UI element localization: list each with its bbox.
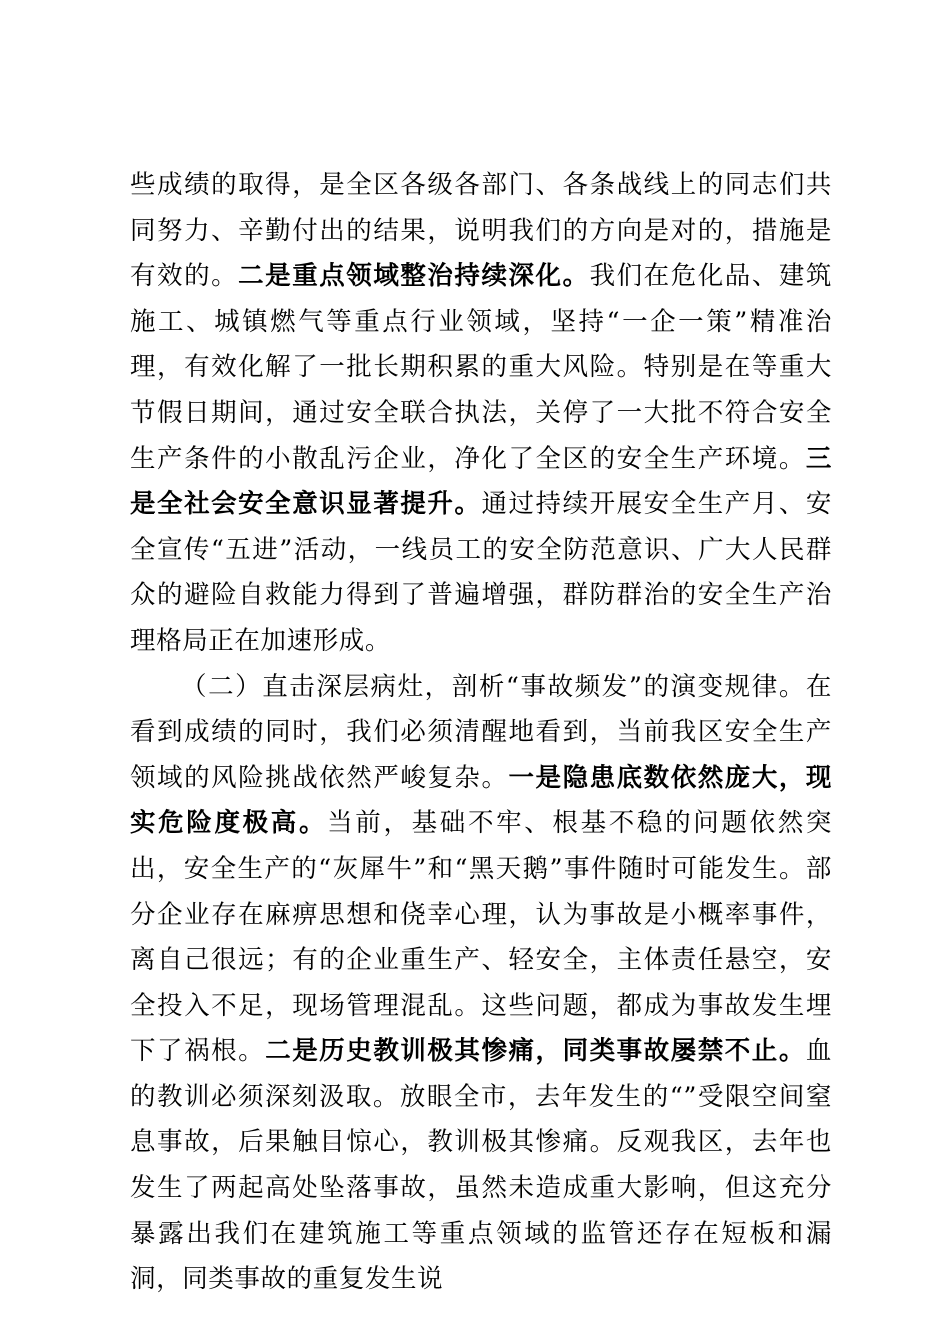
bold-heading-run: 二是历史教训极其惨痛，同类事故屡禁不止。 (265, 1036, 806, 1067)
bold-heading-run: 一是隐患底数依然庞大，现实危险度极高。 (130, 762, 832, 839)
text-run: 些成绩的取得，是全区各级各部门、各条战线上的同志们共同努力、辛勤付出的结果，说明我们的方向是对的，措施是有效的。 (130, 170, 832, 292)
text-run: 当前，基础不牢、根基不稳的问题依然突出，安全生产的“灰犀牛”和“黑天鹅”事件随时可能发生。部分企业存在麻痹思想和侥幸心理，认为事故是小概率事件，离自己很远；有的企业重生产、轻安全，主体责任悬空，安全投入不足，现场管理混乱。这些问题，都成为事故发生埋下了祸根。 (130, 808, 832, 1067)
text-run: （二）直击深层病灶，剖析“事故频发”的演变规律。在看到成绩的同时，我们必须清醒地看到，当前我区安全生产领域的风险挑战依然严峻复杂。 (130, 671, 832, 793)
text-run: 我们在危化品、建筑施工、城镇燃气等重点行业领域，坚持“一企一策”精准治理，有效化解了一批长期积累的重大风险。特别是在等重大节假日期间，通过安全联合执法，关停了一大批不符合安全生产条件的小散乱污企业，净化了全区的安全生产环境。 (130, 261, 832, 474)
bold-heading-run: 二是重点领域整治持续深化。 (238, 261, 590, 292)
paragraph-achievements (130, 163, 832, 665)
bold-heading-run: 三是全社会安全意识显著提升。 (130, 443, 832, 520)
text-run: 通过持续开展安全生产月、安全宣传“五进”活动，一线员工的安全防范意识、广大人民群众的避险自救能力得到了普遍增强，群防群治的安全生产治理格局正在加速形成。 (130, 489, 832, 656)
document-body (130, 163, 832, 1303)
text-run: 血的教训必须深刻汲取。放眼全市，去年发生的“”受限空间窒息事故，后果触目惊心，教训极其惨痛。反观我区，去年也发生了两起高处坠落事故，虽然未造成重大影响，但这充分暴露出我们在建筑施工等重点领域的监管还存在短板和漏洞，同类事故的重复发生说 (130, 1036, 832, 1295)
paragraph-section-two (130, 665, 832, 1303)
